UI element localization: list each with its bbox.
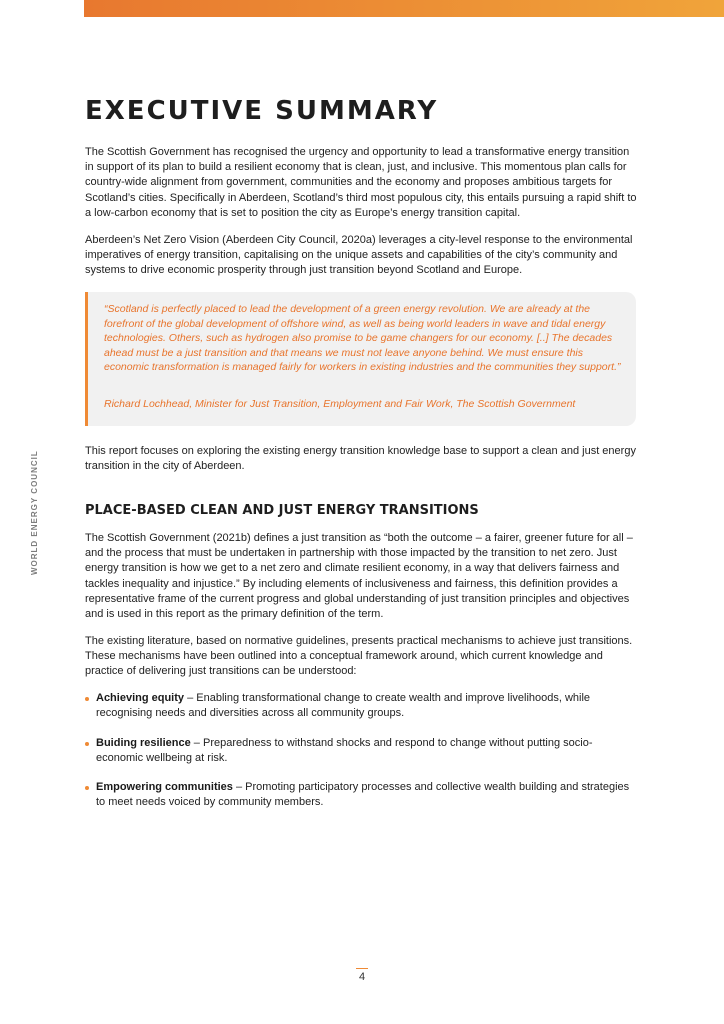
net-zero-paragraph: Aberdeen’s Net Zero Vision (Aberdeen City Council, 2020a) leverages a city-level response to the environmental imperatives of energy transition, capitalising on the unique assets and capabilities of the city’s community and systems to drive economic prosperity through just transition beyond Scotland and Europe. bbox=[85, 234, 633, 277]
bullet-text: – Promoting participatory processes and collective wealth building and strategies to meet needs voiced by community members. bbox=[96, 781, 630, 809]
bullet-term: Buiding resilience bbox=[96, 737, 191, 749]
page-title: EXECUTIVE SUMMARY bbox=[85, 96, 439, 126]
page-footer bbox=[352, 968, 372, 983]
side-label: WORLD ENERGY COUNCIL bbox=[30, 450, 39, 575]
section-heading: PLACE-BASED CLEAN AND JUST ENERGY TRANSITIONS bbox=[85, 503, 479, 518]
quote-text: “Scotland is perfectly placed to lead the development of a green energy revolution. We are already at the forefront of the global development of offshore wind, as well as being world leaders in wave and tidal energy technologies. Others, such as hydrogen also promise to be game changers for our economy. [..] The decades ahead must be a just transition and that means we must not leave anyone behind. We must ensure this economic transformation is managed fairly for workers in existing industries and the communities they support.” bbox=[104, 303, 621, 373]
literature-paragraph: The existing literature, based on normative guidelines, presents practical mechanisms to achieve just transitions. These mechanisms have been outlined into a conceptual framework around, which current knowledge and practice of delivering just transitions can be understood: bbox=[85, 635, 633, 678]
list-item bbox=[85, 691, 637, 721]
list-item bbox=[85, 780, 637, 810]
intro-paragraph: The Scottish Government has recognised the urgency and opportunity to lead a transformative energy transition in support of its plan to build a resilient economy that is clean, just, and inclusive. This momentous plan calls for country-wide alignment from government, communities and the economy and proposes ambitious targets for Scotland’s cities. Specifically in Aberdeen, Scotland’s third most populous city, this entails pursuing a rapid shift to a low-carbon economy that is set to position the city as Europe’s energy transition capital. bbox=[85, 146, 637, 219]
page-number: 4 bbox=[358, 971, 366, 983]
bullet-text: – Enabling transformational change to create wealth and improve livelihoods, while recognising needs and diversities across all community groups. bbox=[96, 692, 591, 720]
quote-box bbox=[85, 292, 636, 426]
header-accent-bar bbox=[84, 0, 724, 17]
page-number-rule bbox=[356, 968, 368, 969]
bullet-term: Empowering communities bbox=[96, 781, 233, 793]
bullet-text: – Preparedness to withstand shocks and respond to change without putting socio-economic wellbeing at risk. bbox=[96, 737, 593, 765]
bullet-term: Achieving equity bbox=[96, 692, 185, 704]
list-item bbox=[85, 736, 637, 766]
definition-paragraph: The Scottish Government (2021b) defines a just transition as “both the outcome – a fairer, greener future for all – and the process that must be undertaken in partnership with those impacted by the transition to net zero. Just energy transition is how we get to a net zero and climate resilient economy, in a way that delivers fairness and tackles inequality and injustice.” By including elements of inclusiveness and fairness, this definition provides a representative frame of the current progress and global understanding of just transition principles and objectives and is used in this report as the primary definition of the term. bbox=[85, 532, 633, 621]
quote-attribution: Richard Lochhead, Minister for Just Transition, Employment and Fair Work, The Scottish Government bbox=[104, 398, 576, 410]
report-focus-paragraph: This report focuses on exploring the existing energy transition knowledge base to support a clean and just energy transition in the city of Aberdeen. bbox=[85, 445, 636, 473]
